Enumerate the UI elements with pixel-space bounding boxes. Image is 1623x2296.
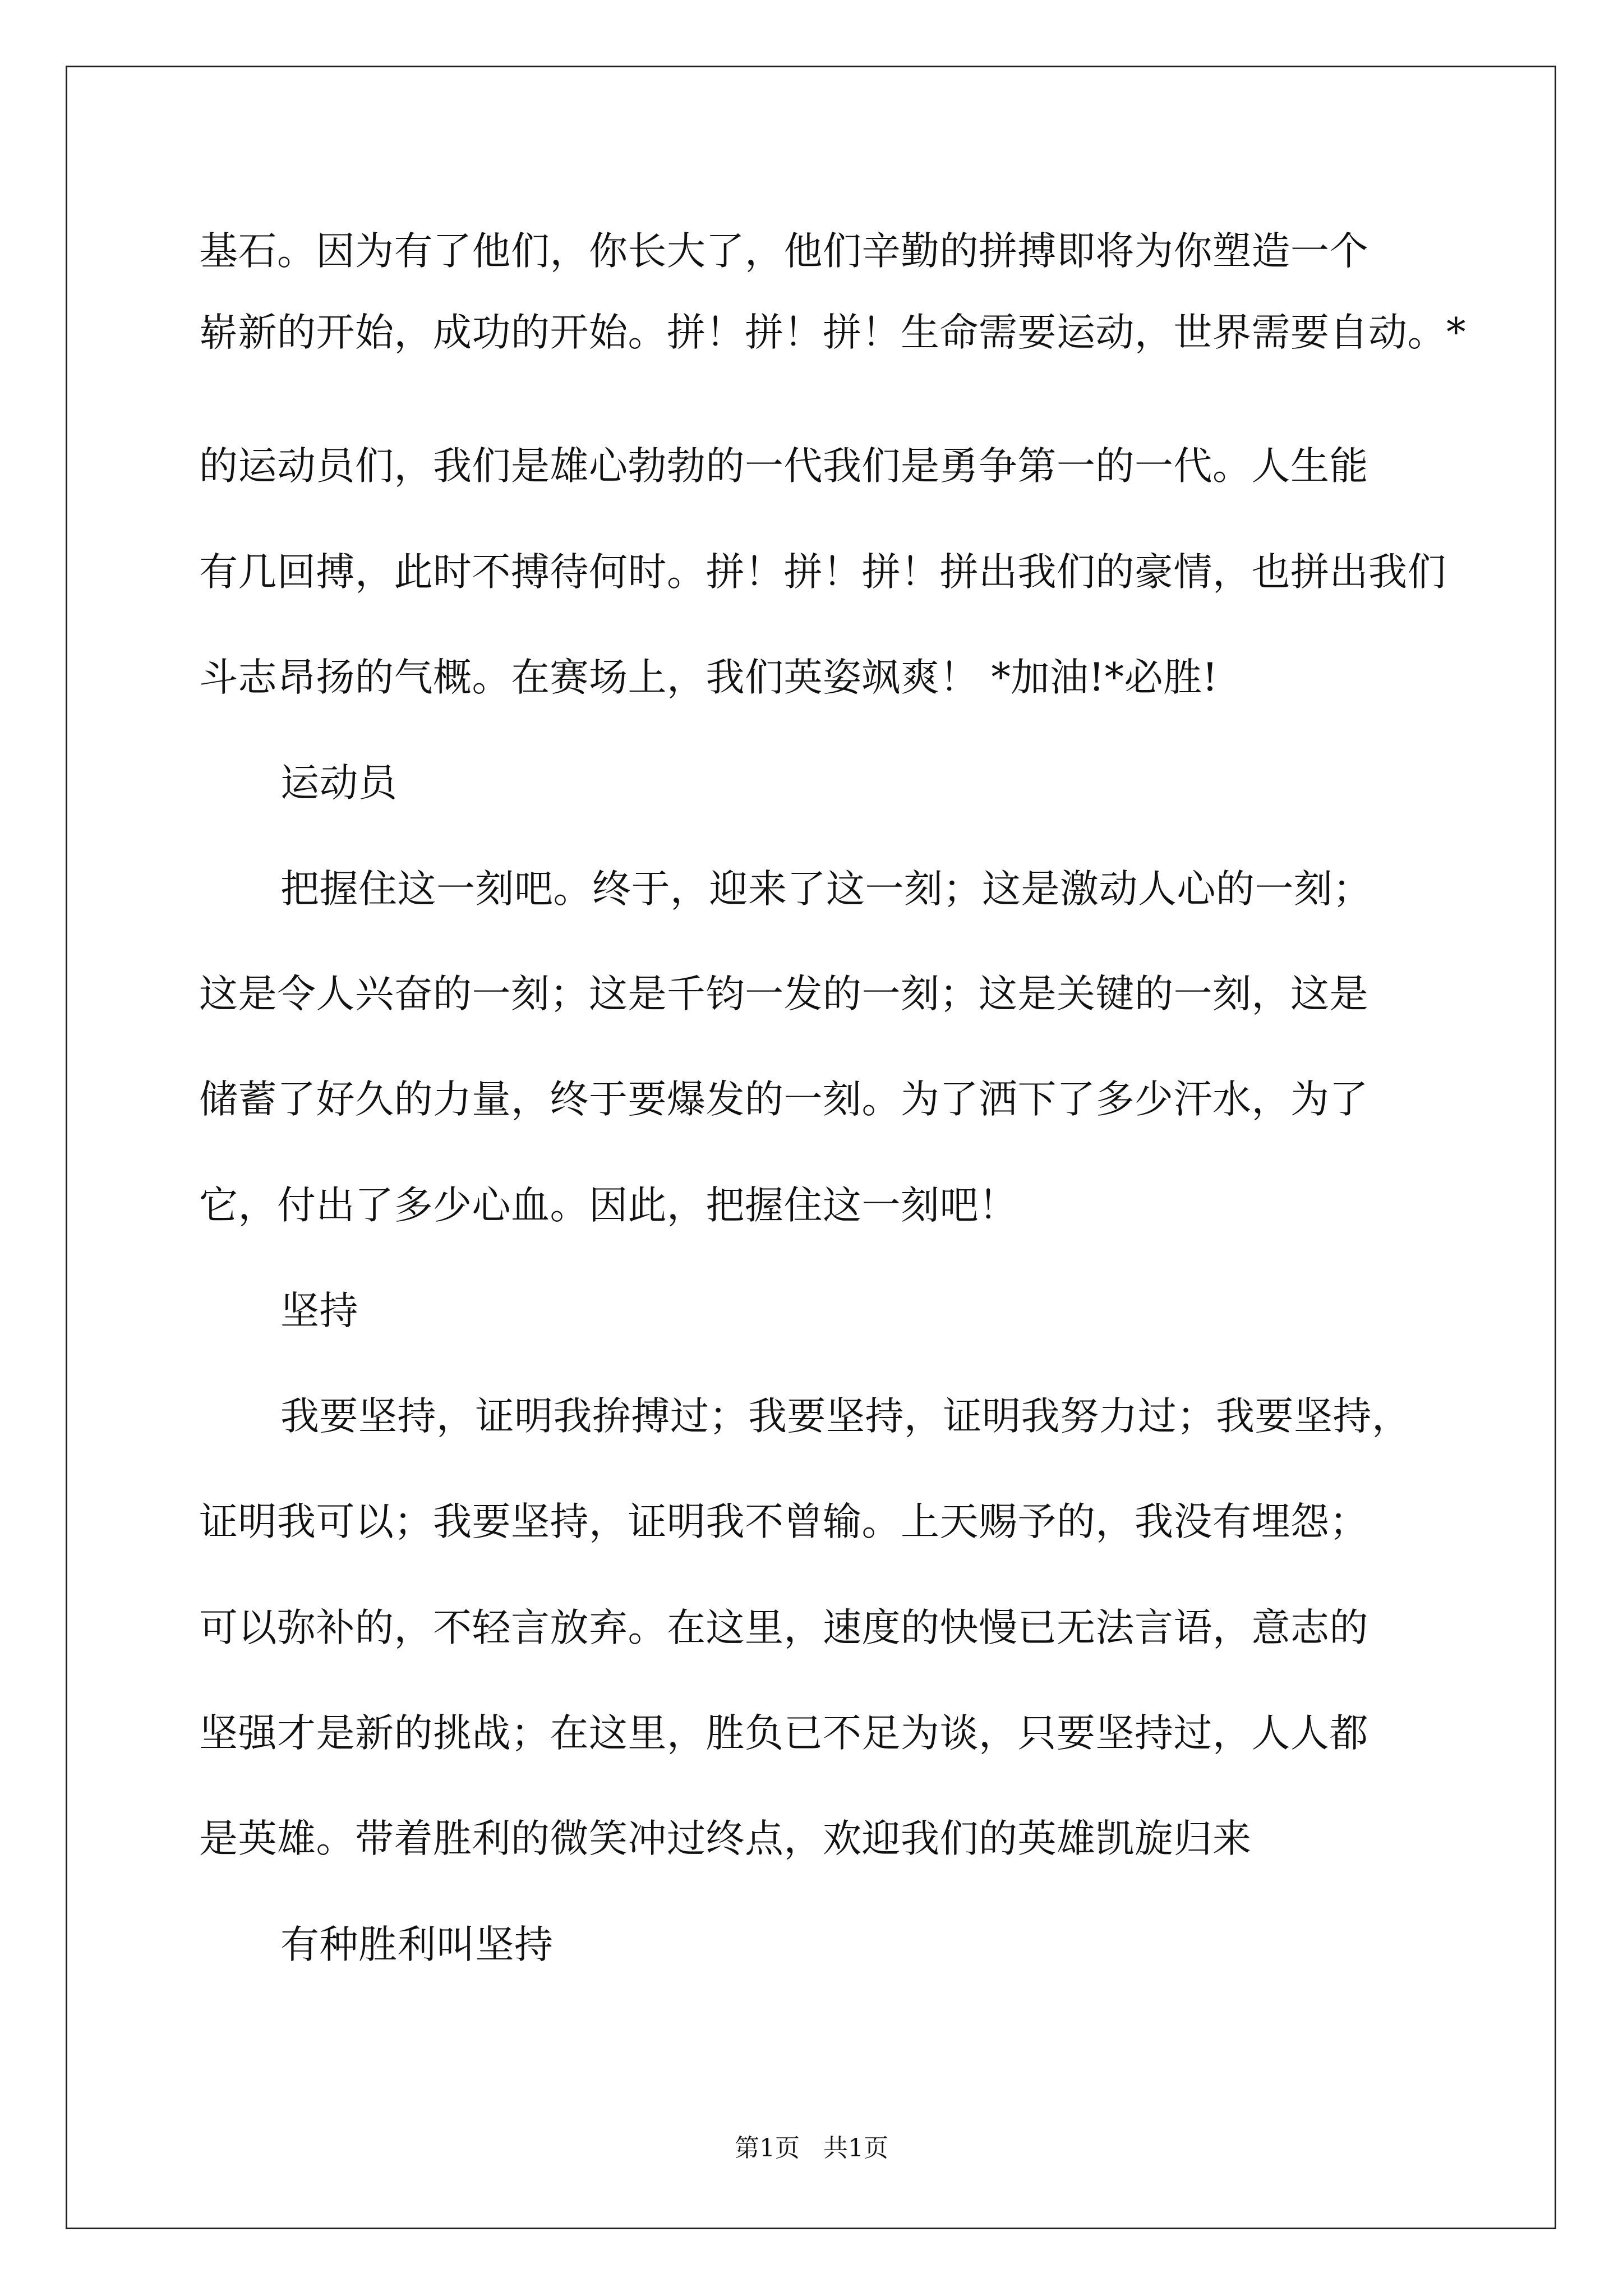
text-line: 的运动员们，我们是雄心勃勃的一代我们是勇争第一的一代。人生能 — [199, 444, 1368, 489]
text-line: 坚强才是新的挑战；在这里，胜负已不足为谈，只要坚持过，人人都 — [199, 1711, 1368, 1756]
text-line: 储蓄了好久的力量，终于要爆发的一刻。为了洒下了多少汗水，为了 — [199, 1077, 1368, 1122]
page-number-footer: 第1页 共1页 — [735, 2134, 888, 2162]
section-heading: 有种胜利叫坚持 — [280, 1922, 554, 1967]
section-heading: 坚持 — [280, 1289, 358, 1333]
page-border — [66, 66, 1556, 2229]
text-line: 把握住这一刻吧。终于，迎来了这一刻；这是激动人心的一刻； — [280, 867, 1372, 912]
text-line: 基石。因为有了他们，你长大了，他们辛勤的拼搏即将为你塑造一个 — [199, 229, 1368, 274]
text-line: 是英雄。带着胜利的微笑冲过终点，欢迎我们的英雄凯旋归来 — [199, 1816, 1252, 1861]
text-line: 崭新的开始，成功的开始。拼！拼！拼！生命需要运动，世界需要自动。* — [199, 310, 1466, 355]
text-line: 斗志昂扬的气概。在赛场上，我们英姿飒爽！ *加油!*必胜! — [199, 655, 1218, 700]
text-line: 它，付出了多少心血。因此，把握住这一刻吧！ — [199, 1183, 1018, 1228]
text-line: 可以弥补的，不轻言放弃。在这里，速度的快慢已无法言语，意志的 — [199, 1605, 1368, 1650]
text-line: 有几回搏，此时不搏待何时。拼！拼！拼！拼出我们的豪情，也拼出我们 — [199, 550, 1446, 595]
text-line: 证明我可以；我要坚持，证明我不曾输。上天赐予的，我没有埋怨； — [199, 1499, 1368, 1544]
text-line: 这是令人兴奋的一刻；这是千钧一发的一刻；这是关键的一刻，这是 — [199, 972, 1368, 1016]
section-heading: 运动员 — [280, 761, 398, 806]
text-line: 我要坚持，证明我拚搏过；我要坚持，证明我努力过；我要坚持， — [280, 1394, 1411, 1439]
